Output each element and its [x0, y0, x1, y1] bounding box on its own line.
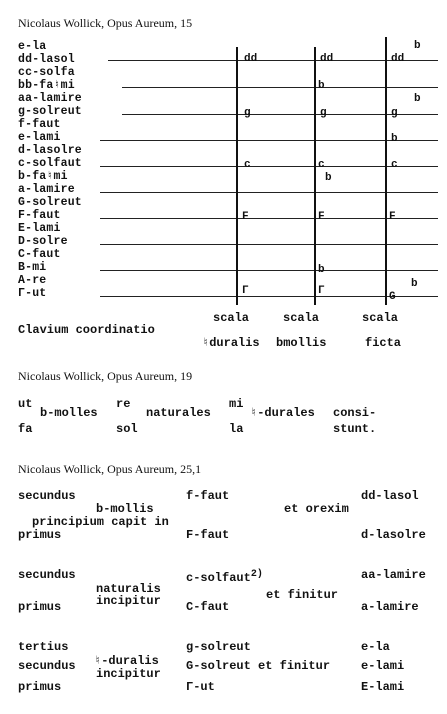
- mark-c: c: [318, 159, 325, 171]
- mark-flat: b: [318, 264, 325, 276]
- scala-label: scala: [362, 311, 399, 325]
- ex2-durales: ♮-durales: [250, 406, 315, 420]
- b1-secundus: secundus: [18, 489, 76, 503]
- mark-G: G: [389, 291, 396, 303]
- b2-secundus: secundus: [18, 568, 76, 582]
- mark-flat: b: [414, 40, 421, 52]
- b3-duralis: ♮-duralis: [94, 654, 159, 668]
- b3-secundus: secundus: [18, 659, 76, 673]
- mark-gamma: Γ: [318, 285, 325, 297]
- ex2-sol: sol: [116, 422, 138, 436]
- label-A-re: A-re: [18, 274, 47, 287]
- label-f-faut: f-faut: [18, 118, 61, 131]
- b3-E-lami: E-lami: [361, 680, 405, 694]
- scala-line-duralis: [236, 47, 238, 305]
- mark-dd: dd: [391, 53, 405, 65]
- label-b-fami: b-fa♮mi: [18, 170, 68, 183]
- b3-gamma-ut: Γ-ut: [186, 680, 215, 694]
- label-c-solfaut: c-solfaut: [18, 157, 82, 170]
- b2-c-solfaut-text: c-solfaut: [186, 571, 251, 585]
- b1-dd-lasol: dd-lasol: [361, 489, 419, 503]
- label-a-lamire: a-lamire: [18, 183, 75, 196]
- staff-line: [100, 270, 438, 271]
- caption-opus-aureum-15: Nicolaus Wollick, Opus Aureum, 15: [18, 16, 193, 30]
- b2-c-solfaut: [186, 568, 263, 585]
- label-dd-lasol: dd-lasol: [18, 53, 75, 66]
- label-B-mi: B-mi: [18, 261, 47, 274]
- staff-line: [122, 87, 438, 88]
- mark-dd: dd: [320, 53, 334, 65]
- label-F-faut: F-faut: [18, 209, 61, 222]
- ex2-fa: fa: [18, 422, 33, 436]
- b3-e-la: e-la: [361, 640, 390, 654]
- label-E-lami: E-lami: [18, 222, 61, 235]
- label-bb-fami: bb-fa♮mi: [18, 79, 75, 92]
- scala-name-bmollis: bmollis: [276, 336, 327, 350]
- staff-line: [100, 140, 438, 141]
- staff-line: [100, 244, 438, 245]
- ex2-mi: mi: [229, 397, 244, 411]
- staff-line: [100, 218, 438, 219]
- clavium-labels: [18, 40, 82, 300]
- label-e-lami: e-lami: [18, 131, 61, 144]
- scala-label: scala: [213, 311, 250, 325]
- ex2-consi: consi-: [333, 406, 377, 420]
- scala-line-bmollis: [314, 47, 316, 305]
- label-e-la: e-la: [18, 40, 47, 53]
- scala-name-duralis: ♮duralis: [202, 336, 260, 350]
- b3-g-solreut: g-solreut: [186, 640, 251, 654]
- b2-naturalis: naturalis: [96, 582, 161, 596]
- b1-d-lasolre: d-lasolre: [361, 528, 426, 542]
- b3-tertius: tertius: [18, 640, 69, 654]
- mark-g: g: [391, 107, 398, 119]
- label-G-solreut: G-solreut: [18, 196, 82, 209]
- b2-primus: primus: [18, 600, 62, 614]
- b1-b-mollis: b-mollis: [96, 502, 154, 516]
- b2-incipitur: incipitur: [96, 594, 161, 608]
- staff-line: [100, 192, 438, 193]
- b1-F-faut: F-faut: [186, 528, 230, 542]
- mark-g: g: [320, 107, 327, 119]
- b1-et-orexim: et orexim: [284, 502, 349, 516]
- ex2-re: re: [116, 397, 131, 411]
- staff-line: [100, 166, 438, 167]
- mark-flat: b: [318, 80, 325, 92]
- b2-et-finitur: et finitur: [266, 588, 339, 602]
- mark-gamma: Γ: [242, 285, 249, 297]
- mark-F: F: [318, 211, 325, 223]
- scala-name-ficta: ficta: [365, 336, 402, 350]
- b1-principium: principium capit in: [32, 515, 169, 529]
- b3-e-lami: e-lami: [361, 659, 405, 673]
- ex2-b-molles: b-molles: [40, 406, 98, 420]
- label-d-lasolre: d-lasolre: [18, 144, 82, 157]
- caption-opus-aureum-19: Nicolaus Wollick, Opus Aureum, 19: [18, 369, 193, 383]
- mark-g: g: [244, 107, 251, 119]
- label-D-solre: D-solre: [18, 235, 68, 248]
- mark-flat: b: [411, 278, 418, 290]
- b2-C-faut: C-faut: [186, 600, 230, 614]
- ex2-stunt: stunt.: [333, 422, 377, 436]
- ex2-naturales: naturales: [146, 406, 211, 420]
- scala-label: scala: [283, 311, 320, 325]
- ex2-la: la: [229, 422, 244, 436]
- b1-f-faut: f-faut: [186, 489, 230, 503]
- footnote-marker: 2): [250, 569, 263, 580]
- ex2-ut: ut: [18, 397, 33, 411]
- caption-opus-aureum-25-1: Nicolaus Wollick, Opus Aureum, 25,1: [18, 462, 202, 476]
- mark-dd: dd: [244, 53, 258, 65]
- mark-F: F: [389, 211, 396, 223]
- b1-primus: primus: [18, 528, 62, 542]
- b3-primus: primus: [18, 680, 62, 694]
- mark-c: c: [244, 159, 251, 171]
- mark-flat: b: [391, 133, 398, 145]
- mark-flat: b: [325, 172, 332, 184]
- label-cc-solfa: cc-solfa: [18, 66, 75, 79]
- label-Gamma-ut: Γ-ut: [18, 287, 47, 300]
- staff-line: [100, 296, 438, 297]
- b3-incipitur: incipitur: [96, 667, 161, 681]
- staff-line: [108, 60, 438, 61]
- mark-flat: b: [414, 93, 421, 105]
- mark-c: c: [391, 159, 398, 171]
- scala-line-ficta: [385, 37, 387, 305]
- b3-G-solreut-finitur: G-solreut et finitur: [186, 659, 331, 673]
- label-g-solreut: g-solreut: [18, 105, 82, 118]
- label-C-faut: C-faut: [18, 248, 61, 261]
- mark-F: F: [242, 211, 249, 223]
- label-aa-lamire: aa-lamire: [18, 92, 82, 105]
- b2-aa-lamire: aa-lamire: [361, 568, 426, 582]
- clavium-coordinatio: Clavium coordinatio: [18, 323, 155, 337]
- b2-a-lamire: a-lamire: [361, 600, 419, 614]
